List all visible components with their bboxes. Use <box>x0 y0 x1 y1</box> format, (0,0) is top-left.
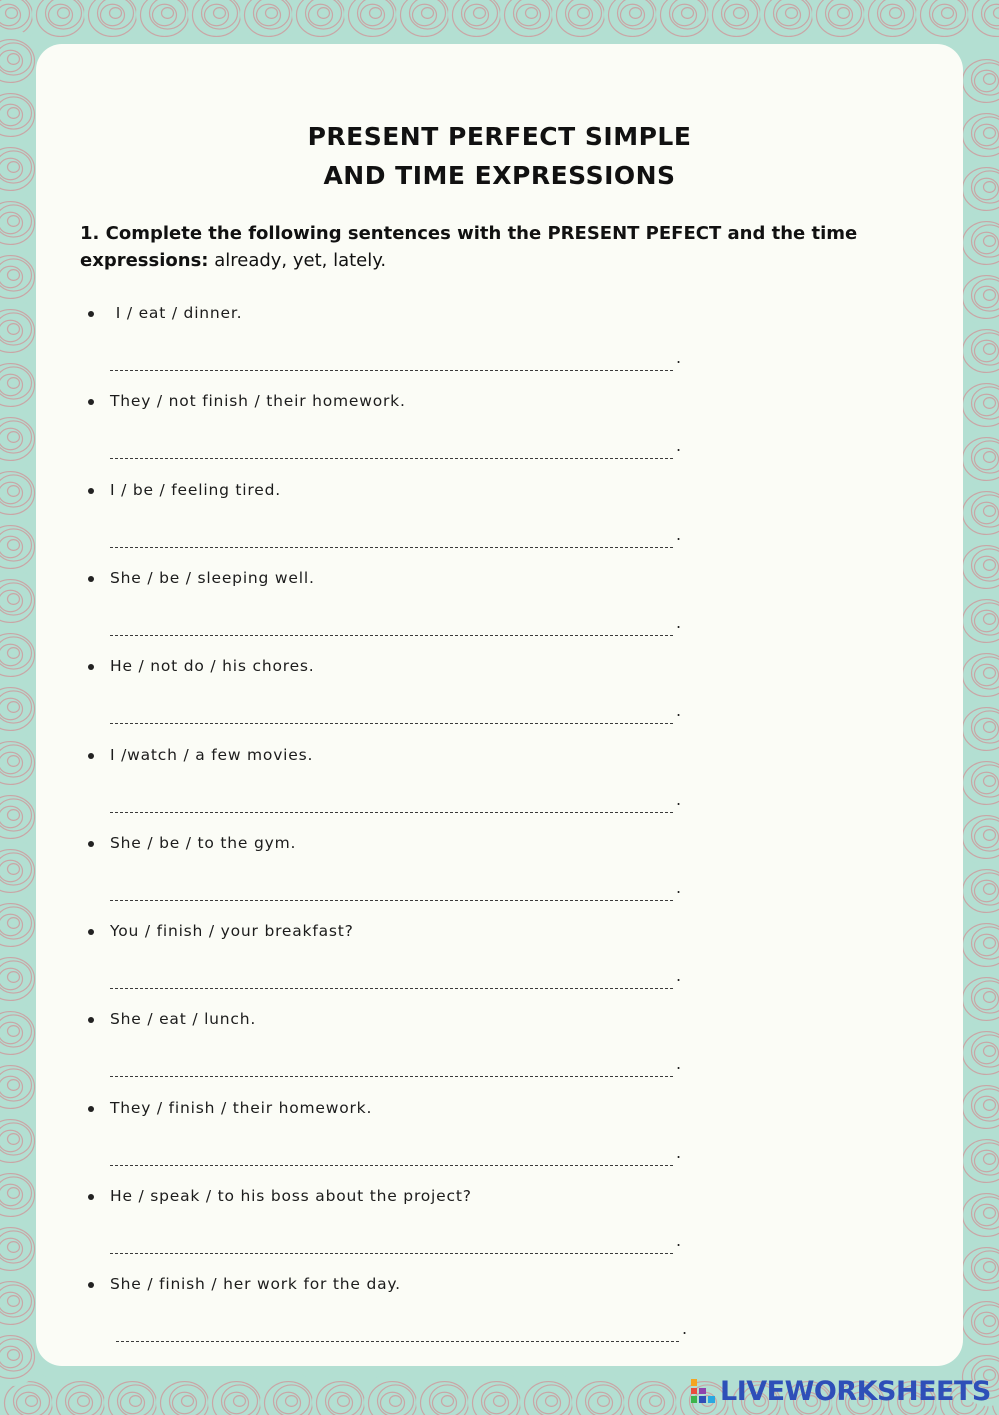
sentence-end-period: . <box>676 612 682 632</box>
prompt-text: I /watch / a few movies. <box>110 745 314 764</box>
page-title-line-1: PRESENT PERFECT SIMPLE <box>307 122 692 151</box>
bullet-icon <box>88 1194 94 1200</box>
prompt-text: You / finish / your breakfast? <box>110 922 354 941</box>
answer-input[interactable] <box>110 521 673 548</box>
answer-input[interactable] <box>110 874 673 901</box>
answer-input[interactable] <box>110 609 673 636</box>
prompt-text: He / speak / to his boss about the project? <box>110 1187 472 1205</box>
sentence-end-period: . <box>676 524 682 544</box>
bullet-icon <box>88 1106 94 1112</box>
instruction-bold: 1. Complete the following sentences with the PRESENT PEFECT and the time expressions: <box>80 223 858 271</box>
sentence-end-period: . <box>676 1231 682 1250</box>
bullet-icon <box>88 488 94 494</box>
answer-input[interactable] <box>110 1050 673 1077</box>
sentence-end-period: . <box>676 1142 682 1162</box>
bullet-icon <box>88 753 94 759</box>
bullet-icon <box>88 311 94 317</box>
sentence-end-period: . <box>676 789 682 809</box>
instruction <box>80 220 860 274</box>
sentence-end-period: . <box>676 877 682 897</box>
bullet-icon <box>88 841 94 847</box>
sentence-end-period: . <box>676 348 682 367</box>
answer-input[interactable] <box>110 432 673 459</box>
answer-input[interactable] <box>110 697 673 724</box>
sentence-end-period: . <box>676 701 682 721</box>
logo-text: LIVEWORKSHEETS <box>720 1375 991 1407</box>
sentence-end-period: . <box>676 966 682 986</box>
answer-input[interactable] <box>116 1315 679 1342</box>
page-title-line-2: AND TIME EXPRESSIONS <box>323 161 676 190</box>
instruction-expressions: already, yet, lately. <box>208 250 387 271</box>
sentence-end-period: . <box>682 1319 688 1339</box>
prompt-text: She / eat / lunch. <box>110 1010 257 1029</box>
sentence-end-period: . <box>676 436 682 456</box>
prompt-text: I / eat / dinner. <box>110 304 243 322</box>
answer-input[interactable] <box>110 786 673 813</box>
answer-input[interactable] <box>110 962 673 989</box>
prompt-text: She / be / sleeping well. <box>110 568 315 587</box>
liveworksheets-logo <box>690 1373 991 1409</box>
liveworksheets-logo-icon <box>690 1377 716 1405</box>
prompt-text: They / not finish / their homework. <box>110 392 406 411</box>
bullet-icon <box>88 576 94 582</box>
prompt-text: She / be / to the gym. <box>110 833 297 852</box>
prompt-text: They / finish / their homework. <box>110 1098 373 1117</box>
answer-input[interactable] <box>110 344 673 371</box>
prompt-text: I / be / feeling tired. <box>110 480 281 499</box>
prompt-text: She / finish / her work for the day. <box>110 1275 401 1294</box>
answer-input[interactable] <box>110 1139 673 1166</box>
prompt-text: He / not do / his chores. <box>110 657 315 676</box>
answer-input[interactable] <box>110 1227 673 1254</box>
sentence-end-period: . <box>676 1054 682 1074</box>
